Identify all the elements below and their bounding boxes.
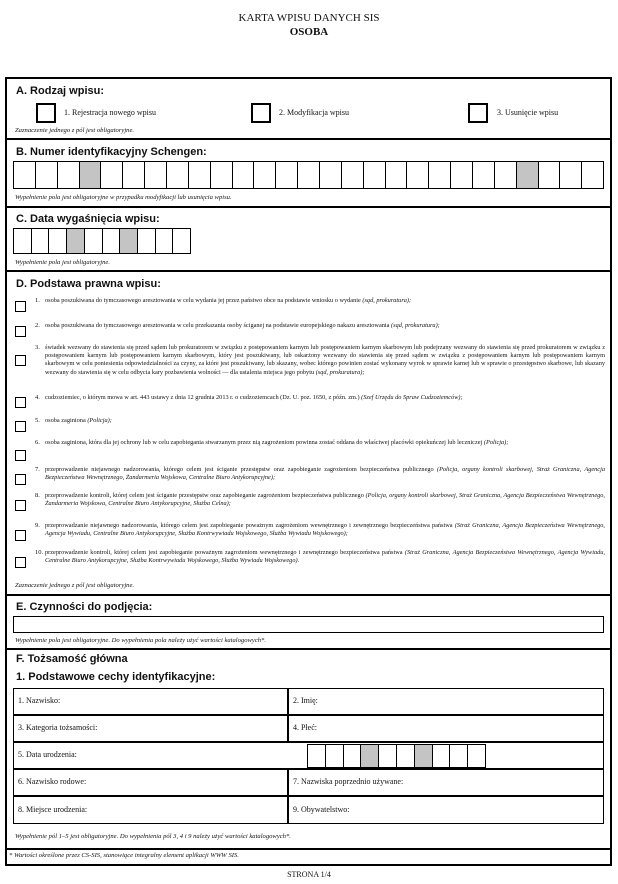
- separator-box: [516, 162, 538, 188]
- char-box: [396, 745, 414, 767]
- legal-basis-checkbox[interactable]: [15, 421, 26, 432]
- char-box: [450, 162, 472, 188]
- legal-basis-text: świadek wezwany do stawienia się przed sądem lub prokuratorem w związku z postępowaniem karnym lub postępowaniem karnym skarbowym lub podejrzany wezwany do stawienia się przed prokuratorem w związku z postępowaniem karnym lub postępowaniem karnym skarbowym, który jest poszukiwany, lub oskarżony wezwany do stawienia się przed sądem w związku z postępowaniem karnym lub postępowaniem karnym skarbowym w celu poniesienia odpowiedzialności za czyny, za które jest poszukiwany, lub skazany, wobec którego powinien zostać wykonany wyrok w sprawie karnej lub w sprawie o przestępstwo skarbowe, lub skazany wezwany do stawienia się w celu odbycia kary pozbawienia wolności — dla ustalenia miejsca jego pobytu (sąd, prokuratura);: [45, 344, 605, 376]
- legal-basis-checkbox[interactable]: [15, 557, 26, 568]
- char-box: [378, 745, 396, 767]
- page-number: STRONA 1/4: [287, 870, 331, 879]
- char-box: [385, 162, 407, 188]
- section-f-note: Wypełnienie pól 1–5 jest obligatoryjne. Do wypełnienia pól 3, 4 i 9 należy użyć wartości katalogowych*.: [15, 833, 291, 840]
- label-modify-entry: 2. Modyfikacja wpisu: [279, 108, 349, 117]
- label-delete-entry: 3. Usunięcie wpisu: [497, 108, 559, 117]
- char-box: [14, 162, 35, 188]
- char-box: [14, 229, 31, 253]
- legal-basis-text: osoba poszukiwana do tymczasowego aresztowania w celu wydania jej przez państwo obce na podstawie wniosku o wydanie (sąd, prokuratura);: [45, 297, 412, 304]
- section-a-heading: A. Rodzaj wpisu:: [16, 85, 104, 97]
- char-box: [297, 162, 319, 188]
- char-box: [166, 162, 188, 188]
- char-box: [253, 162, 275, 188]
- char-box: [341, 162, 363, 188]
- char-box: [467, 745, 485, 767]
- legal-basis-checkbox[interactable]: [15, 397, 26, 408]
- citizenship-label: 9. Obywatelstwo:: [293, 805, 350, 814]
- checkbox-new-entry[interactable]: [36, 103, 56, 123]
- char-box: [538, 162, 560, 188]
- char-box: [363, 162, 385, 188]
- legal-basis-number: 2.: [35, 322, 40, 329]
- section-c: [7, 208, 610, 272]
- section-c-note: Wypełnienie pola jest obligatoryjne.: [15, 259, 110, 266]
- separator-box: [119, 229, 137, 253]
- char-box: [188, 162, 210, 188]
- section-b-note: Wypełnienie pola jest obligatoryjne w przypadku modyfikacji lub usunięcia wpisu.: [15, 194, 232, 201]
- form-title: KARTA WPISU DANYCH SIS: [238, 12, 380, 24]
- section-e-note: Wypełnienie pola jest obligatoryjne. Do wypełnienia pola należy użyć wartości katalogowych*.: [15, 637, 267, 644]
- legal-basis-checkbox[interactable]: [15, 530, 26, 541]
- legal-basis-checkbox[interactable]: [15, 474, 26, 485]
- label-new-entry: 1. Rejestracja nowego wpisu: [64, 108, 156, 117]
- section-d-heading: D. Podstawa prawna wpisu:: [16, 278, 161, 290]
- char-box: [144, 162, 166, 188]
- char-box: [432, 745, 450, 767]
- checkbox-delete-entry[interactable]: [468, 103, 488, 123]
- char-box: [406, 162, 428, 188]
- char-box: [581, 162, 603, 188]
- legal-basis-text: przeprowadzenie kontroli, której celem jest zapobieganie poważnym zagrożeniom wewnętrznego i zewnętrznego bezpieczeństwa państwa (Straż Graniczna, Agencja Bezpieczeństwa Wewnętrznego, Agencja Wywiadu, Centralne Biuro Antykorupcyjne, Służba Kontrwywiadu Wojskowego, Służba Wywiadu Wojskowego).: [45, 549, 605, 565]
- section-b-heading: B. Numer identyfikacyjny Schengen:: [16, 146, 207, 158]
- char-box: [472, 162, 494, 188]
- first-name-label: 2. Imię:: [293, 696, 318, 705]
- separator-box: [66, 229, 84, 253]
- section-a: [7, 79, 610, 140]
- checkbox-modify-entry[interactable]: [251, 103, 271, 123]
- char-box: [122, 162, 144, 188]
- char-box: [172, 229, 190, 253]
- sex-label: 4. Płeć:: [293, 723, 317, 732]
- legal-basis-text: przeprowadzenie kontroli, której celem jest ściganie przestępstw oraz zapobieganie zagrożeniom bezpieczeństwa publicznego (Policja, organy kontroli skarbowej, Straż Graniczna, Agencja Bezpieczeństwa Wewnętrznego, Żandarmeria Wojskowa, Centralne Biuro Antykorupcyjne, Służba Celna);: [45, 492, 605, 508]
- section-f: [7, 650, 610, 850]
- legal-basis-checkbox[interactable]: [15, 326, 26, 337]
- section-e-heading: E. Czynności do podjęcia:: [16, 601, 153, 613]
- char-box: [102, 229, 120, 253]
- legal-basis-checkbox[interactable]: [15, 500, 26, 511]
- legal-basis-number: 10.: [35, 549, 44, 556]
- separator-box: [414, 745, 432, 767]
- section-f-heading: F. Tożsamość główna: [16, 653, 128, 665]
- legal-basis-number: 9.: [35, 522, 40, 529]
- char-box: [48, 229, 66, 253]
- char-box: [232, 162, 254, 188]
- previous-surnames-label: 7. Nazwiska poprzednio używane:: [293, 777, 404, 786]
- legal-basis-text: przeprowadzanie niejawnego nadzorowania, którego celem jest zapobieganie poważnym zagrożeniom wewnętrznego i zewnętrznego bezpieczeństwa państwa (Straż Graniczna, Agencja Bezpieczeństwa Wewnętrznego, Agencja Wywiadu, Centralne Biuro Antykorupcyjne, Służba Kontrwywiadu Wojskowego, Służba Wywiadu Wojskowego);: [45, 522, 605, 538]
- identity-category-label: 3. Kategoria tożsamości:: [18, 723, 98, 732]
- legal-basis-text: osoba poszukiwana do tymczasowego aresztowania w celu przekazania osoby ściganej na podstawie europejskiego nakazu aresztowania (sąd, prokuratura);: [45, 322, 440, 329]
- legal-basis-number: 1.: [35, 297, 40, 304]
- place-of-birth-label: 8. Miejsce urodzenia:: [18, 805, 88, 814]
- char-box: [325, 745, 343, 767]
- legal-basis-checkbox[interactable]: [15, 301, 26, 312]
- legal-basis-number: 4.: [35, 394, 40, 401]
- char-box: [449, 745, 467, 767]
- char-box: [57, 162, 79, 188]
- date-of-birth-input[interactable]: [307, 744, 486, 768]
- legal-basis-text: osoba zaginiona, która dla jej ochrony lub w celu zapobiegania stwarzanym przez nią zagrożeniom powinna zostać oddana do właściwej placówki opiekuńczej lub leczniczej (Policja);: [45, 439, 509, 446]
- form-frame: [5, 77, 612, 866]
- section-c-heading: C. Data wygaśnięcia wpisu:: [16, 213, 160, 225]
- char-box: [319, 162, 341, 188]
- legal-basis-checkbox[interactable]: [15, 450, 26, 461]
- legal-basis-number: 3.: [35, 344, 40, 351]
- char-box: [343, 745, 361, 767]
- separator-box: [360, 745, 378, 767]
- char-box: [84, 229, 102, 253]
- char-box: [100, 162, 122, 188]
- legal-basis-checkbox[interactable]: [15, 355, 26, 366]
- expiry-date-input[interactable]: [13, 228, 191, 254]
- legal-basis-text: przeprowadzenie niejawnego nadzorowania, którego celem jest ściganie przestępstw oraz zapobieganie zagrożeniom bezpieczeństwa publicznego (Policja, organy kontroli skarbowej, Straż Graniczna, Agencja Bezpieczeństwa Wewnętrznego, Żandarmeria Wojskowa, Centralne Biuro Antykorupcyjne);: [45, 466, 605, 482]
- footnote-section: [7, 850, 610, 864]
- char-box: [155, 229, 173, 253]
- char-box: [559, 162, 581, 188]
- legal-basis-number: 7.: [35, 466, 40, 473]
- separator-box: [79, 162, 101, 188]
- legal-basis-text: cudzoziemiec, o którym mowa w art. 443 ustawy z dnia 12 grudnia 2013 r. o cudzoziemcach (Dz. U. poz. 1650, z późn. zm.) (Szef Urzędu do Spraw Cudzoziemców);: [45, 394, 463, 401]
- family-name-label: 6. Nazwisko rodowe:: [18, 777, 87, 786]
- char-box: [308, 745, 325, 767]
- section-a-note: Zaznaczenie jednego z pól jest obligatoryjne.: [15, 127, 135, 134]
- section-b: [7, 140, 610, 208]
- legal-basis-text: osoba zaginiona (Policja);: [45, 417, 112, 424]
- surname-label: 1. Nazwisko:: [18, 696, 61, 705]
- date-of-birth-label: 5. Data urodzenia:: [18, 750, 77, 759]
- legal-basis-number: 8.: [35, 492, 40, 499]
- char-box: [137, 229, 155, 253]
- footnote: * Wartości określone przez CS-SIS, stanowiące integralny element aplikacji WWW SIS.: [9, 852, 239, 859]
- char-box: [31, 229, 49, 253]
- legal-basis-number: 5.: [35, 417, 40, 424]
- first-name-field[interactable]: [288, 688, 604, 715]
- sex-field[interactable]: [288, 715, 604, 742]
- char-box: [428, 162, 450, 188]
- char-box: [210, 162, 232, 188]
- char-box: [494, 162, 516, 188]
- actions-input[interactable]: [13, 616, 604, 633]
- schengen-id-input[interactable]: [13, 161, 604, 189]
- section-f-subheading: 1. Podstawowe cechy identyfikacyjne:: [16, 671, 216, 683]
- section-e: [7, 596, 610, 650]
- section-d-note: Zaznaczenie jednego z pól jest obligatoryjne.: [15, 582, 135, 589]
- form-subtitle: OSOBA: [289, 26, 329, 38]
- section-d: [7, 272, 610, 596]
- char-box: [35, 162, 57, 188]
- legal-basis-number: 6.: [35, 439, 40, 446]
- char-box: [275, 162, 297, 188]
